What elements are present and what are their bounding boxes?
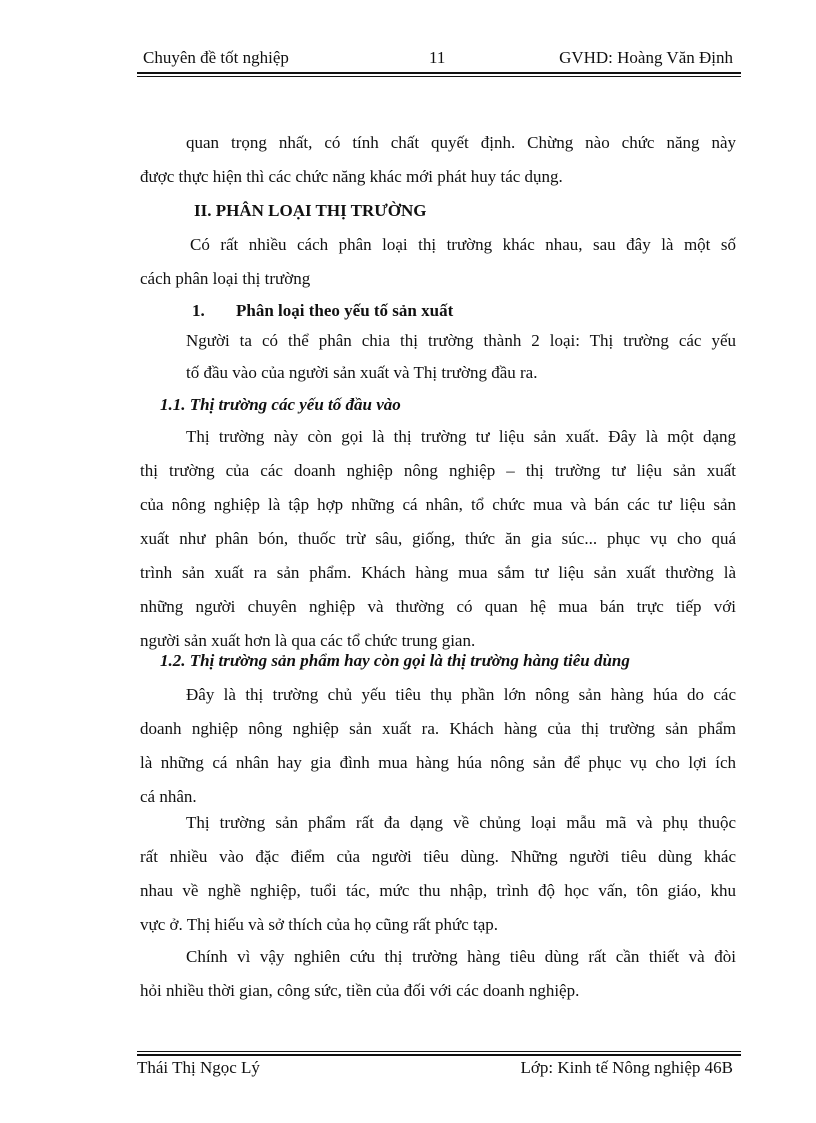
header-supervisor: GVHD: Hoàng Văn Định [559,48,733,67]
paragraph-line: Có rất nhiều cách phân loại thị trường khác nhau, sau đây là một số [190,235,736,254]
paragraph-line: Đây là thị trường chủ yếu tiêu thụ phần lớn nông sản hàng húa do các [186,685,736,704]
subsection-title: 1.2. Thị trường sản phẩm hay còn gọi là thị trường hàng tiêu dùng [160,651,630,670]
header-title: Chuyên đề tốt nghiệp [143,48,289,67]
subsection-heading: Phân loại theo yếu tố sản xuất [236,301,454,320]
paragraph-line: thị trường của các doanh nghiệp nông nghiệp – thị trường tư liệu sản xuất [140,461,736,480]
paragraph-line: Thị trường sản phẩm rất đa dạng về chủng loại mẫu mã và phụ thuộc [186,813,736,832]
paragraph-line: vực ở. Thị hiếu và sở thích của họ cũng rất phức tạp. [140,915,499,934]
paragraph-line: Người ta có thể phân chia thị trường thành 2 loại: Thị trường các yếu [186,331,736,350]
paragraph-line: hỏi nhiều thời gian, công sức, tiền của đối với các doanh nghiệp. [140,981,580,1000]
paragraph-line: doanh nghiệp nông nghiệp sản xuất ra. Khách hàng của thị trường sản phẩm [140,719,736,738]
paragraph-line: được thực hiện thì các chức năng khác mới phát huy tác dụng. [140,167,563,186]
paragraph-line: là những cá nhân hay gia đình mua hàng húa nông sản để phục vụ cho lợi ích [140,753,736,772]
header-rule-thick [137,72,741,74]
header-rule-thin [137,76,741,77]
paragraph-line: của nông nghiệp là tập hợp những cá nhân, tổ chức mua và bán các tư liệu sản [140,495,736,514]
paragraph-line: tố đầu vào của người sản xuất và Thị trường đầu ra. [186,363,538,382]
subsection-number: 1. [192,301,205,320]
paragraph-line: xuất như phân bón, thuốc trừ sâu, giống, thức ăn gia súc... phục vụ cho quá [140,529,736,548]
page-footer [137,1056,741,1084]
page-header [137,44,741,72]
section-heading: II. PHÂN LOẠI THỊ TRƯỜNG [194,201,427,220]
paragraph-line: người sản xuất hơn là qua các tổ chức trung gian. [140,631,476,650]
paragraph-line: trình sản xuất ra sản phẩm. Khách hàng mua sắm tư liệu sản xuất thường là [140,563,736,582]
paragraph-line: Thị trường này còn gọi là thị trường tư liệu sản xuất. Đây là một dạng [186,427,736,446]
paragraph-line: rất nhiều vào đặc điểm của người tiêu dùng. Những người tiêu dùng khác [140,847,736,866]
footer-class: Lớp: Kinh tế Nông nghiệp 46B [520,1058,733,1077]
paragraph-line: cá nhân. [140,787,197,806]
subsection-title: 1.1. Thị trường các yếu tố đầu vào [160,395,401,414]
paragraph-line: quan trọng nhất, có tính chất quyết định. Chừng nào chức năng này [186,133,736,152]
paragraph-line: Chính vì vậy nghiên cứu thị trường hàng tiêu dùng rất cần thiết và đòi [186,947,736,966]
paragraph-line: nhau về nghề nghiệp, tuổi tác, mức thu nhập, trình độ học vấn, tôn giáo, khu [140,881,736,900]
paragraph-line: những người chuyên nghiệp và thường có quan hệ mua bán trực tiếp với [140,597,736,616]
footer-rule-thin [137,1051,741,1052]
page-number: 11 [429,48,446,67]
footer-author: Thái Thị Ngọc Lý [137,1058,260,1077]
paragraph-line: cách phân loại thị trường [140,269,311,288]
